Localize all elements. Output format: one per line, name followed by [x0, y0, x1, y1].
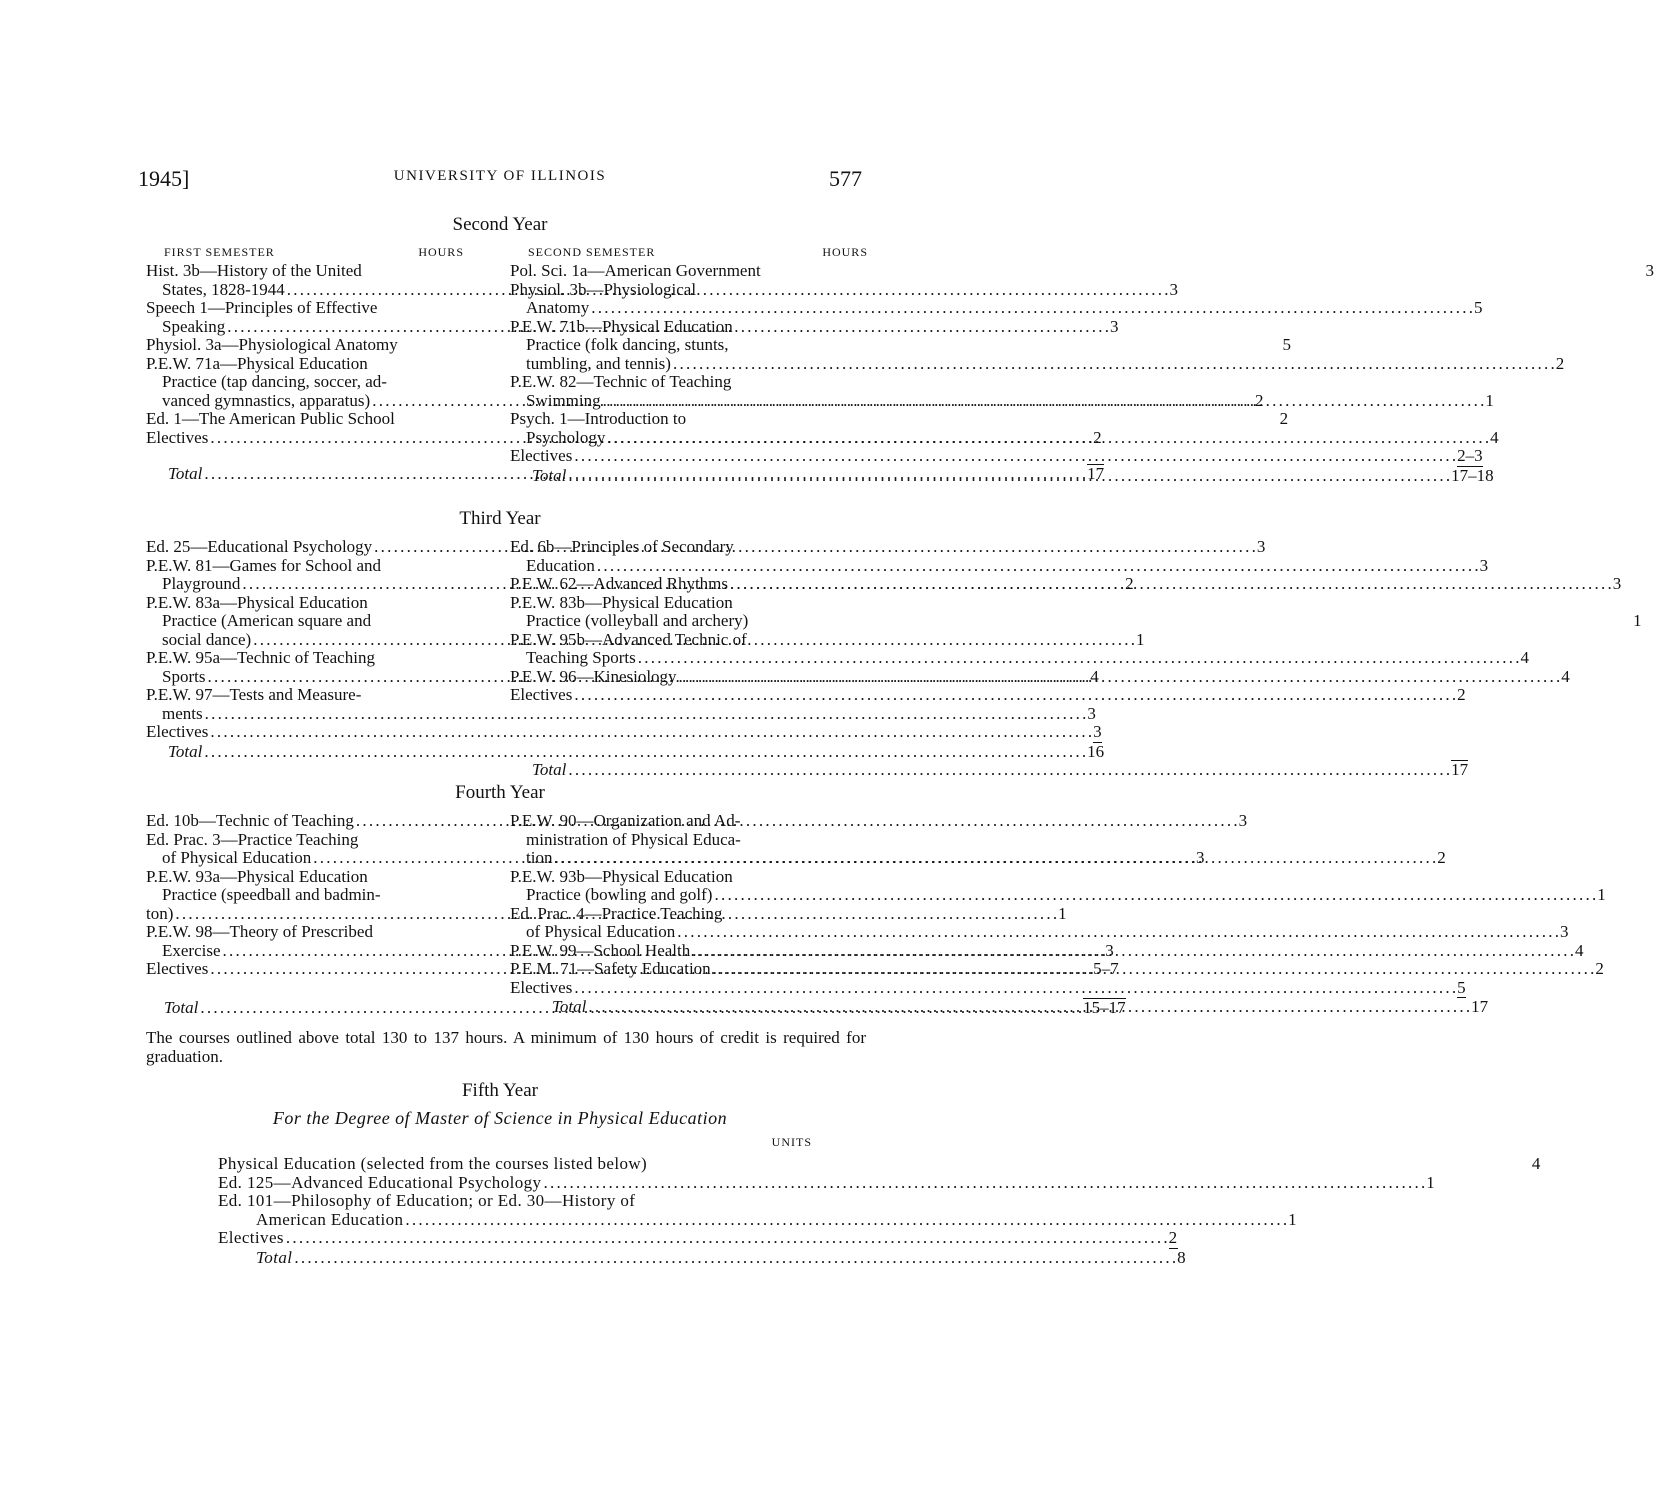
third-year-heading: Third Year	[459, 508, 541, 529]
total-label: Total	[532, 759, 567, 779]
course-hours: 2	[1279, 409, 1289, 428]
course-line: P.E.W. 71a—Physical Education	[146, 353, 368, 373]
total-hours: 16	[1087, 741, 1105, 761]
graduation-note: The courses outlined above total 130 to 137 hours. A minimum of 130 hours of credit is required for graduation.	[146, 1028, 866, 1066]
course-row	[510, 866, 1606, 905]
fifth-year-subheading: For the Degree of Master of Science in Physical Education	[272, 1108, 728, 1128]
course-row	[510, 409, 1499, 447]
page-number: 577	[829, 166, 862, 191]
course-hours: 3	[1612, 574, 1622, 593]
course-row	[146, 722, 1102, 743]
course-line: States, 1828-1944	[162, 279, 285, 299]
course-line: P.E.W. 83a—Physical Education	[146, 592, 368, 612]
course-line: Anatomy	[526, 298, 590, 317]
course-hours: 4	[1574, 940, 1584, 960]
course-row	[218, 1191, 1298, 1229]
total-hours: 17	[1087, 464, 1105, 483]
course-hours: 2	[1555, 353, 1565, 373]
course-hours: 5	[1282, 335, 1291, 354]
course-hours: 2	[1093, 427, 1102, 447]
course-units: 1	[1288, 1209, 1298, 1229]
course-line: Electives	[146, 959, 209, 978]
course-line: P.E.W. 90—Organization and Ad-	[510, 811, 741, 830]
course-hours: 3	[1110, 316, 1119, 336]
course-line: ton)	[146, 903, 174, 923]
course-row	[510, 629, 1530, 668]
course-hours: 3	[1645, 261, 1654, 280]
hours-header: HOURS	[822, 245, 868, 259]
course-line: P.E.W. 71b—Physical Education	[510, 316, 733, 336]
course-hours: 1	[1597, 885, 1606, 904]
column-header	[146, 243, 464, 262]
course-line: P.E.W. 98—Theory of Prescribed	[146, 922, 373, 941]
course-line: Practice (bowling and golf)	[526, 885, 713, 904]
course-line: Psychology	[526, 427, 606, 447]
total-label: Total	[532, 465, 567, 485]
course-line: Practice (tap dancing, soccer, ad-	[162, 372, 387, 391]
course-hours: 2–3	[1457, 446, 1483, 465]
course-units: 1	[1426, 1172, 1436, 1192]
course-line: Ed. Prac. 3—Practice Teaching	[146, 829, 359, 849]
course-hours: 4	[1490, 427, 1499, 447]
course-hours: 1	[1058, 903, 1067, 923]
course-line: Electives	[510, 446, 573, 465]
course-hours: 3	[1238, 811, 1248, 830]
course-line: Pol. Sci. 1a—American Government	[510, 261, 761, 280]
course-line: Education	[526, 555, 595, 575]
course-hours: 4	[1090, 666, 1099, 686]
course-line: Ed. 25—Educational Psychology	[146, 537, 373, 556]
course-row	[510, 666, 1570, 687]
course-line: ministration of Physical Educa-	[526, 829, 741, 849]
course-line: American Education	[256, 1209, 404, 1229]
total-label: Total	[256, 1247, 293, 1267]
course-row	[510, 977, 1466, 999]
course-line: Ed. 101—Philosophy of Education; or Ed. 30—History of	[218, 1191, 636, 1210]
course-line: Hist. 3b—History of the United	[146, 261, 362, 280]
second-year-heading: Second Year	[452, 214, 548, 235]
course-line: Playground	[162, 574, 241, 593]
course-hours: 3	[1093, 722, 1102, 741]
course-line: Physiol. 3b—Physiological	[510, 279, 697, 299]
course-row	[218, 1228, 1178, 1249]
total-hours: 17	[1451, 759, 1469, 779]
course-hours: 3	[1105, 940, 1114, 960]
course-line: Speaking	[162, 316, 226, 336]
course-hours: 1	[1633, 611, 1642, 630]
course-hours: 2	[1125, 574, 1134, 593]
course-row	[510, 537, 1489, 575]
second-semester-header: SECOND SEMESTER	[528, 245, 656, 259]
course-hours: 2	[1254, 390, 1264, 410]
course-row	[218, 1154, 1541, 1174]
course-line: P.E.W. 83b—Physical Education	[510, 592, 733, 612]
course-line: ments	[162, 703, 203, 723]
course-row	[510, 903, 1569, 942]
course-line: Ed. 10b—Technic of Teaching	[146, 811, 354, 830]
total-units: 8	[1177, 1247, 1186, 1267]
course-hours: 4	[1520, 648, 1530, 667]
course-line: Electives	[510, 685, 573, 704]
course-hours: 2	[1457, 685, 1466, 704]
course-hours: 3	[1559, 922, 1569, 941]
course-line: Practice (speedball and badmin-	[162, 885, 381, 904]
course-line: P.E.W. 95b—Advanced Technic of	[510, 629, 747, 649]
column-header	[510, 243, 868, 262]
course-hours: 1	[1135, 629, 1145, 649]
course-hours: 5–7	[1093, 959, 1119, 978]
course-line: of Physical Education	[526, 922, 676, 941]
course-line: tumbling, and tennis)	[526, 353, 671, 373]
course-line: Ed. 125—Advanced Educational Psychology	[218, 1172, 542, 1192]
course-hours: 3	[1256, 537, 1266, 556]
course-line: P.E.W. 81—Games for School and	[146, 555, 381, 575]
first-semester-header: FIRST SEMESTER	[164, 245, 275, 259]
course-line: social dance)	[162, 629, 252, 649]
course-line: P.E.W. 97—Tests and Measure-	[146, 685, 362, 704]
course-line: Exercise	[162, 940, 221, 960]
total-row	[510, 465, 1494, 486]
course-line: Practice (folk dancing, stunts,	[526, 335, 729, 354]
course-line: Electives	[510, 977, 573, 997]
course-hours: 3	[1087, 703, 1096, 723]
total-row	[218, 1247, 1186, 1268]
course-row	[510, 279, 1483, 318]
course-row	[510, 940, 1584, 961]
course-line: P.E.W. 93a—Physical Education	[146, 866, 368, 886]
course-line: Ed. 1—The American Public School	[146, 409, 395, 428]
course-line: Ed. 6b—Principles of Secondary	[510, 537, 734, 556]
course-line: tion	[526, 848, 553, 867]
second-year-second-semester	[510, 243, 1654, 485]
running-head	[138, 166, 862, 196]
course-hours: 2	[1595, 959, 1604, 978]
course-hours: 4	[1561, 666, 1570, 686]
course-line: of Physical Education	[162, 848, 312, 867]
course-hours: 5	[1474, 298, 1483, 317]
course-line: P.E.W. 82—Technic of Teaching	[510, 372, 732, 391]
units-header: UNITS	[771, 1135, 812, 1149]
fourth-year-heading: Fourth Year	[455, 782, 545, 803]
course-line: P.E.W. 96—Kinesiology	[510, 666, 677, 686]
course-row	[510, 811, 1446, 868]
course-row	[510, 592, 1642, 631]
fifth-year-table	[218, 1133, 1541, 1267]
total-row	[146, 464, 1105, 484]
total-label: Total	[168, 741, 203, 761]
course-line: Psych. 1—Introduction to	[510, 409, 687, 428]
course-units: 4	[1531, 1154, 1541, 1173]
total-row	[146, 997, 1126, 1018]
total-row	[146, 741, 1105, 762]
course-row	[510, 316, 1565, 374]
course-units: 2	[1168, 1228, 1178, 1247]
course-line: Ed. Prac. 4—Practice Teaching	[510, 903, 723, 923]
course-line: Practice (American square and	[162, 611, 372, 630]
course-line: vanced gymnastics, apparatus)	[162, 390, 371, 410]
total-hours: 17	[1471, 997, 1489, 1016]
total-label: Total	[164, 997, 199, 1017]
course-line: P.E.W. 93b—Physical Education	[510, 866, 733, 886]
course-line: Teaching Sports	[526, 648, 636, 667]
course-line: Electives	[218, 1228, 284, 1247]
course-line: Speech 1—Principles of Effective	[146, 298, 378, 317]
course-row	[510, 372, 1494, 410]
course-line: Physiol. 3a—Physiological Anatomy	[146, 335, 398, 354]
total-hours: 15–17	[1083, 997, 1126, 1017]
course-hours: 3	[1169, 279, 1179, 299]
total-label: Total	[552, 997, 587, 1016]
course-line: Sports	[162, 666, 206, 686]
course-row	[510, 261, 1654, 281]
course-line: P.E.M. 71—Safety Education	[510, 959, 711, 978]
total-label: Total	[168, 464, 203, 483]
course-line: Swimming	[526, 390, 601, 410]
fifth-year-heading: Fifth Year	[461, 1080, 538, 1101]
course-row	[510, 574, 1622, 594]
running-head-title: UNIVERSITY OF ILLINOIS	[393, 168, 607, 184]
hours-header: HOURS	[418, 245, 464, 259]
course-line: Electives	[146, 722, 209, 741]
course-line: P.E.W. 99—School Health	[510, 940, 691, 960]
total-hours: 17–18	[1451, 465, 1494, 485]
course-row	[510, 446, 1483, 467]
course-hours: 5	[1457, 977, 1466, 997]
course-hours: 1	[1485, 390, 1494, 410]
running-head-year: 1945]	[138, 166, 190, 191]
course-row	[510, 685, 1466, 705]
course-hours: 3	[1195, 848, 1205, 867]
course-line: P.E.W. 62—Advanced Rhythms	[510, 574, 729, 593]
course-line: Physical Education (selected from the courses listed below)	[218, 1154, 648, 1173]
course-line: Electives	[146, 427, 209, 447]
course-row	[218, 1172, 1436, 1193]
course-hours: 2	[1437, 848, 1446, 867]
course-line: P.E.W. 95a—Technic of Teaching	[146, 648, 375, 667]
total-row	[510, 759, 1469, 780]
course-line: Practice (volleyball and archery)	[526, 611, 749, 630]
course-hours: 3	[1479, 555, 1489, 575]
